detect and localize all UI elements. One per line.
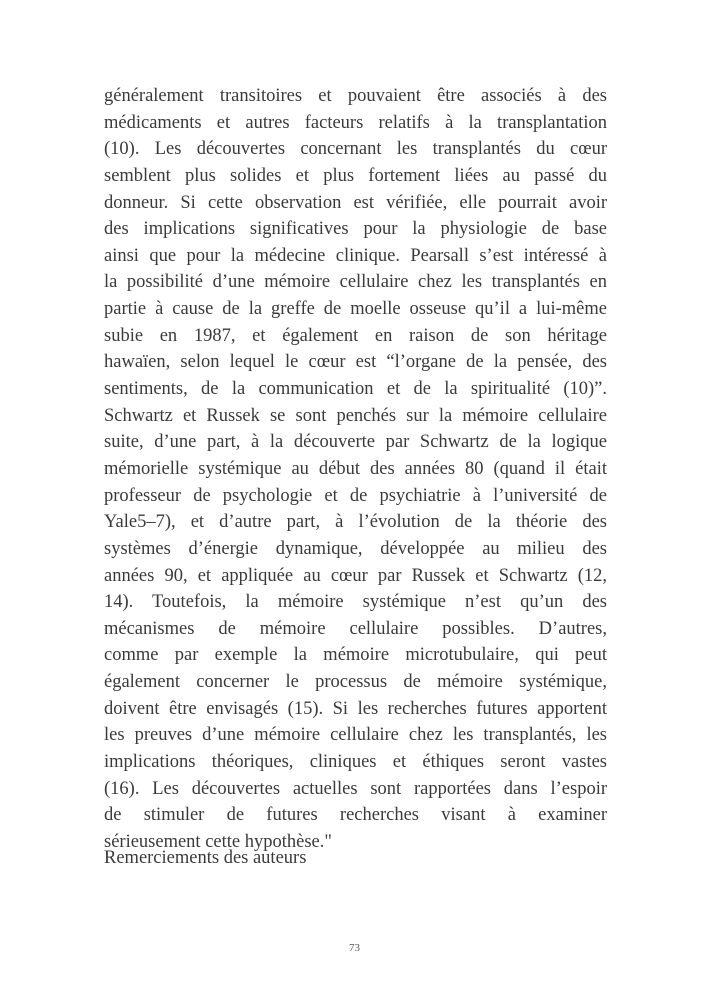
text-line: subie en 1987, et également en raison de son héritage: [104, 325, 607, 346]
text-line: (10). Les découvertes concernant les transplantés du cœur: [104, 139, 607, 160]
text-line: les preuves d’une mémoire cellulaire chez les transplantés, les: [104, 725, 607, 746]
text-line: partie à cause de la greffe de moelle osseuse qu’il a lui-même: [104, 299, 607, 320]
text-line: semblent plus solides et plus fortement liées au passé du: [104, 165, 607, 186]
text-line: sérieusement cette hypothèse.": [104, 831, 332, 852]
text-line: également concerner le processus de mémoire systémique,: [104, 672, 607, 693]
text-line: généralement transitoires et pouvaient être associés à des: [104, 86, 607, 106]
text-line: hawaïen, selon lequel le cœur est “l’organe de la pensée, des: [104, 352, 607, 373]
text-line: ainsi que pour la médecine clinique. Pearsall s’est intéressé à: [104, 245, 607, 266]
text-line: la possibilité d’une mémoire cellulaire chez les transplantés en: [104, 272, 607, 293]
text-line: systèmes d’énergie dynamique, développée au milieu des: [104, 538, 607, 559]
text-line: Schwartz et Russek se sont penchés sur la mémoire cellulaire: [104, 405, 607, 426]
text-line: comme par exemple la mémoire microtubulaire, qui peut: [104, 645, 607, 666]
text-line: (16). Les découvertes actuelles sont rapportées dans l’espoir: [104, 778, 607, 799]
page-number: 73: [349, 942, 360, 954]
text-line: 14). Toutefois, la mémoire systémique n’est qu’un des: [104, 592, 607, 613]
text-line: médicaments et autres facteurs relatifs à la transplantation: [104, 112, 607, 133]
text-line: donneur. Si cette observation est vérifiée, elle pourrait avoir: [104, 192, 607, 213]
text-line: années 90, et appliquée au cœur par Russek et Schwartz (12,: [104, 565, 607, 586]
text-line: sentiments, de la communication et de la spiritualité (10)”.: [104, 379, 607, 400]
text-line: implications théoriques, cliniques et éthiques seront vastes: [104, 752, 607, 773]
text-line: mémorielle systémique au début des années 80 (quand il était: [104, 458, 607, 479]
text-line: doivent être envisagés (15). Si les recherches futures apportent: [104, 698, 607, 719]
section-heading: Remerciements des auteurs: [104, 848, 307, 868]
text-line: de stimuler de futures recherches visant à examiner: [104, 805, 607, 826]
text-line: mécanismes de mémoire cellulaire possibles. D’autres,: [104, 618, 607, 639]
text-line: professeur de psychologie et de psychiatrie à l’université de: [104, 485, 607, 506]
text-line: suite, d’une part, à la découverte par Schwartz de la logique: [104, 432, 607, 453]
text-line: des implications significatives pour la physiologie de base: [104, 219, 607, 240]
body-paragraph: [104, 83, 607, 856]
text-line: Yale5–7), et d’autre part, à l’évolution de la théorie des: [104, 512, 607, 533]
